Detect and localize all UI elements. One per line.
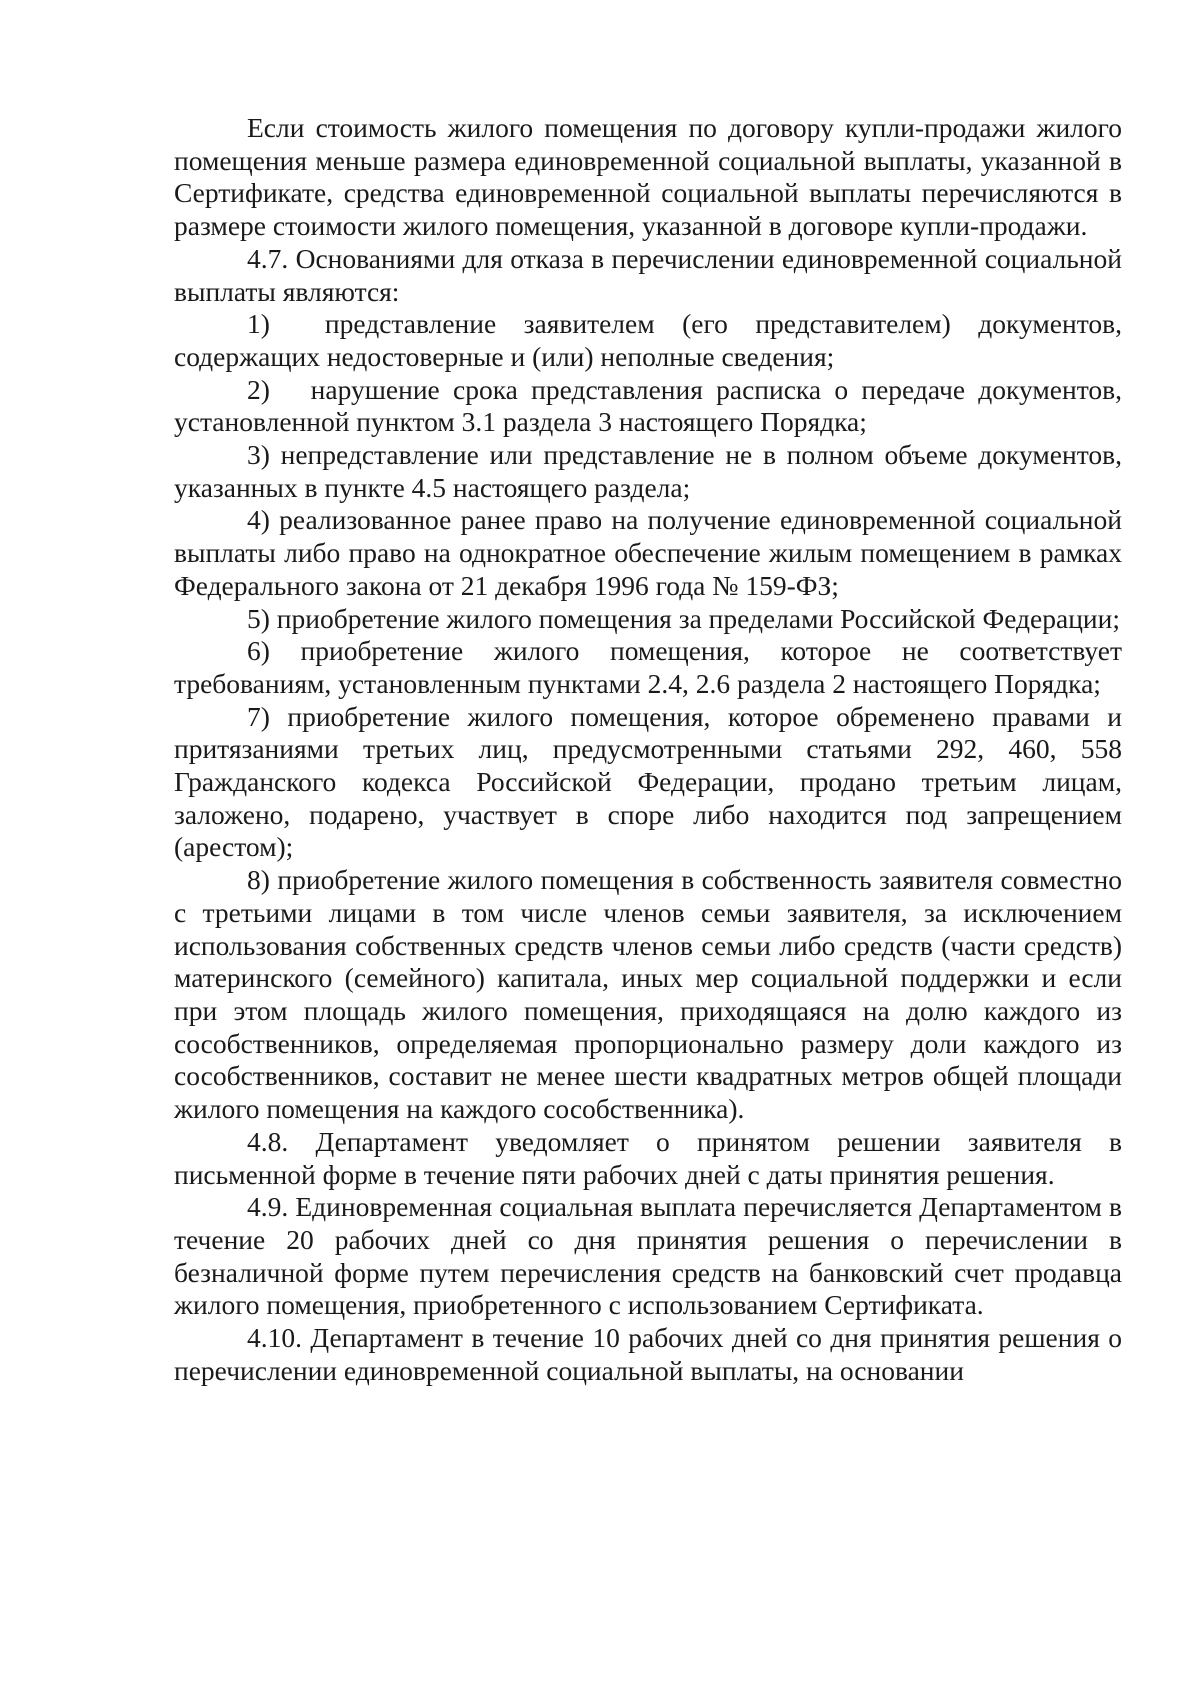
- list-item-7: 7) приобретение жилого помещения, которое обременено правами и притязаниями третьих лиц, предусмотренными статьями 292, 460, 558 Гражданского кодекса Российской Федерации, продано третьим лицам, заложено, подарено, участвует в споре либо находится под запрещением (арестом);: [174, 700, 1122, 863]
- paragraph-4-10: 4.10. Департамент в течение 10 рабочих дней со дня принятия решения о перечислении единовременной социальной выплаты, на основании: [174, 1322, 1122, 1386]
- paragraph-4-8: 4.8. Департамент уведомляет о принятом решении заявителя в письменной форме в течение пяти рабочих дней с даты принятия решения.: [174, 1125, 1122, 1190]
- paragraph-4-7: 4.7. Основаниями для отказа в перечислении единовременной социальной выплаты являются:: [174, 242, 1122, 307]
- list-item-6: 6) приобретение жилого помещения, которое не соответствует требованиям, установленным пунктами 2.4, 2.6 раздела 2 настоящего Порядка;: [174, 635, 1122, 699]
- paragraph-4-9: 4.9. Единовременная социальная выплата перечисляется Департаментом в течение 20 рабочих дней со дня принятия решения о перечислении в безналичной форме путем перечисления средств на банковский счет продавца жилого помещения, приобретенного с использованием Сертификата.: [174, 1191, 1122, 1321]
- list-item-1: 1) представление заявителем (его представителем) документов, содержащих недостоверные и (или) неполные сведения;: [174, 308, 1122, 372]
- list-item-2: 2) нарушение срока представления расписка о передаче документов, установленной пунктом 3.1 раздела 3 настоящего Порядка;: [174, 373, 1122, 438]
- list-item-8: 8) приобретение жилого помещения в собственность заявителя совместно с третьими лицами в том числе членов семьи заявителя, за исключением использования собственных средств членов семьи либо средств (части средств) материнского (семейного) капитала, иных мер социальной поддержки и если при этом площадь жилого помещения, приходящаяся на долю каждого из сособственников, определяемая пропорционально размеру доли каждого из сособственников, составит не менее шести квадратных метров общей площади жилого помещения на каждого сособственника).: [174, 864, 1122, 1125]
- list-item-4: 4) реализованное ранее право на получение единовременной социальной выплаты либо право на однократное обеспечение жилым помещением в рамках Федерального закона от 21 декабря 1996 года № 159-ФЗ;: [174, 504, 1122, 601]
- list-item-5: 5) приобретение жилого помещения за пределами Российской Федерации;: [247, 602, 1120, 634]
- list-item-3: 3) непредставление или представление не в полном объеме документов, указанных в пункте 4.5 настоящего раздела;: [174, 439, 1122, 503]
- paragraph-price-lower: Если стоимость жилого помещения по договору купли-продажи жилого помещения меньше размера единовременной социальной выплаты, указанной в Сертификате, средства единовременной социальной выплаты перечисляются в размере стоимости жилого помещения, указанной в договоре купли-продажи.: [174, 112, 1122, 242]
- document-body: [174, 112, 1122, 1387]
